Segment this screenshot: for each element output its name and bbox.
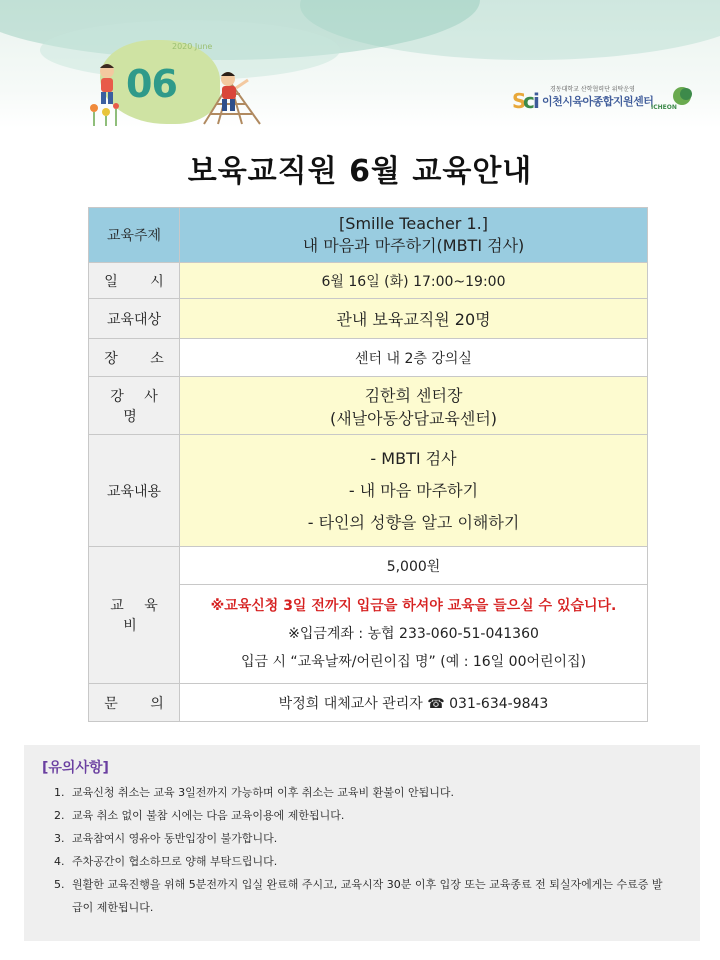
- table-row-target: [89, 299, 648, 339]
- notes-list: [24, 781, 668, 919]
- target-value: 관내 보육교직원 20명: [180, 299, 648, 339]
- fee-label: [89, 547, 180, 684]
- month-year-label: 2020 June: [172, 42, 213, 51]
- topic-line1: [Smille Teacher 1.]: [339, 214, 488, 233]
- note-item: 2. 교육 취소 없이 불참 시에는 다음 교육이용에 제한됩니다.: [68, 804, 668, 827]
- lecturer-label-text: 강 사 명: [110, 388, 166, 425]
- table-row-place: [89, 339, 648, 377]
- notes-box: [24, 745, 700, 941]
- table-row-topic: [89, 208, 648, 263]
- fee-amount: 5,000원: [180, 547, 648, 585]
- table-row-content: [89, 435, 648, 547]
- table-row-contact: [89, 684, 648, 722]
- fee-memo: 입금 시 “교육날짜/어린이집 명” (예 : 16일 00어린이집): [240, 654, 587, 670]
- education-info-table: [88, 207, 648, 722]
- page-title: 보육교직원 6월 교육안내: [187, 154, 533, 189]
- table-row-date: [89, 263, 648, 299]
- org-name: 이천시육아종합지원센터: [542, 95, 654, 108]
- fee-details: [180, 585, 648, 684]
- child-climbing-illustration: [214, 70, 254, 114]
- date-label: [89, 263, 180, 299]
- note-item: 5. 원활한 교육진행을 위해 5분전까지 입실 완료해 주시고, 교육시작 30분 이후 입장 또는 교육종료 전 퇴실자에게는 수료증 발급이 제한됩니다.: [68, 873, 668, 919]
- flower-illustration: [86, 98, 122, 126]
- contact-label-text: 문 의: [104, 695, 178, 712]
- header-banner: [0, 0, 720, 128]
- contact-label: [89, 684, 180, 722]
- svg-text:i: i: [533, 89, 540, 113]
- watercolor-wash: [300, 0, 720, 60]
- fee-label-text: 교 육 비: [110, 598, 166, 634]
- svg-text:S: S: [512, 89, 527, 113]
- topic-label: 교육주제: [89, 208, 180, 263]
- place-value: 센터 내 2층 강의실: [180, 339, 648, 377]
- date-label-text: 일 시: [104, 273, 178, 290]
- fee-account: ※입금계좌 : 농협 233-060-51-041360: [288, 626, 539, 642]
- lecturer-value: [180, 377, 648, 435]
- date-value: 6월 16일 (화) 17:00~19:00: [180, 263, 648, 299]
- topic-line2: 내 마음과 마주하기(MBTI 검사): [302, 236, 525, 255]
- place-label: [89, 339, 180, 377]
- content-item: - MBTI 검사: [370, 448, 457, 468]
- lecturer-line1: 김한희 센터장: [364, 385, 463, 405]
- place-label-text: 장 소: [104, 350, 178, 367]
- city-logo-text: ICHEON: [651, 104, 677, 111]
- fee-notice: ※교육신청 3일 전까지 입금을 하셔야 교육을 들으실 수 있습니다.: [210, 598, 617, 614]
- table-row-lecturer: [89, 377, 648, 435]
- svg-text:c: c: [523, 89, 535, 113]
- month-number: 06: [126, 62, 177, 106]
- note-item: 1. 교육신청 취소는 교육 3일전까지 가능하며 이후 취소는 교육비 환불이 안됩니다.: [68, 781, 668, 804]
- table-row-fee-amount: [89, 547, 648, 585]
- lecturer-label: [89, 377, 180, 435]
- org-subtitle: 경동대학교 산학협력단 위탁운영: [550, 86, 635, 93]
- content-item: - 타인의 성향을 알고 이해하기: [307, 512, 520, 532]
- note-item: 4. 주차공간이 협소하므로 양해 부탁드립니다.: [68, 850, 668, 873]
- notes-title: [유의사항]: [42, 760, 109, 776]
- contact-value: 박정희 대체교사 관리자 ☎ 031-634-9843: [180, 684, 648, 722]
- lecturer-line2: (새날아동상담교육센터): [329, 408, 498, 428]
- content-value: [180, 435, 648, 547]
- content-label: 교육내용: [89, 435, 180, 547]
- topic-value: [180, 208, 648, 263]
- content-item: - 내 마음 마주하기: [348, 480, 479, 500]
- target-label: 교육대상: [89, 299, 180, 339]
- note-item: 3. 교육참여시 영유아 동반입장이 불가합니다.: [68, 827, 668, 850]
